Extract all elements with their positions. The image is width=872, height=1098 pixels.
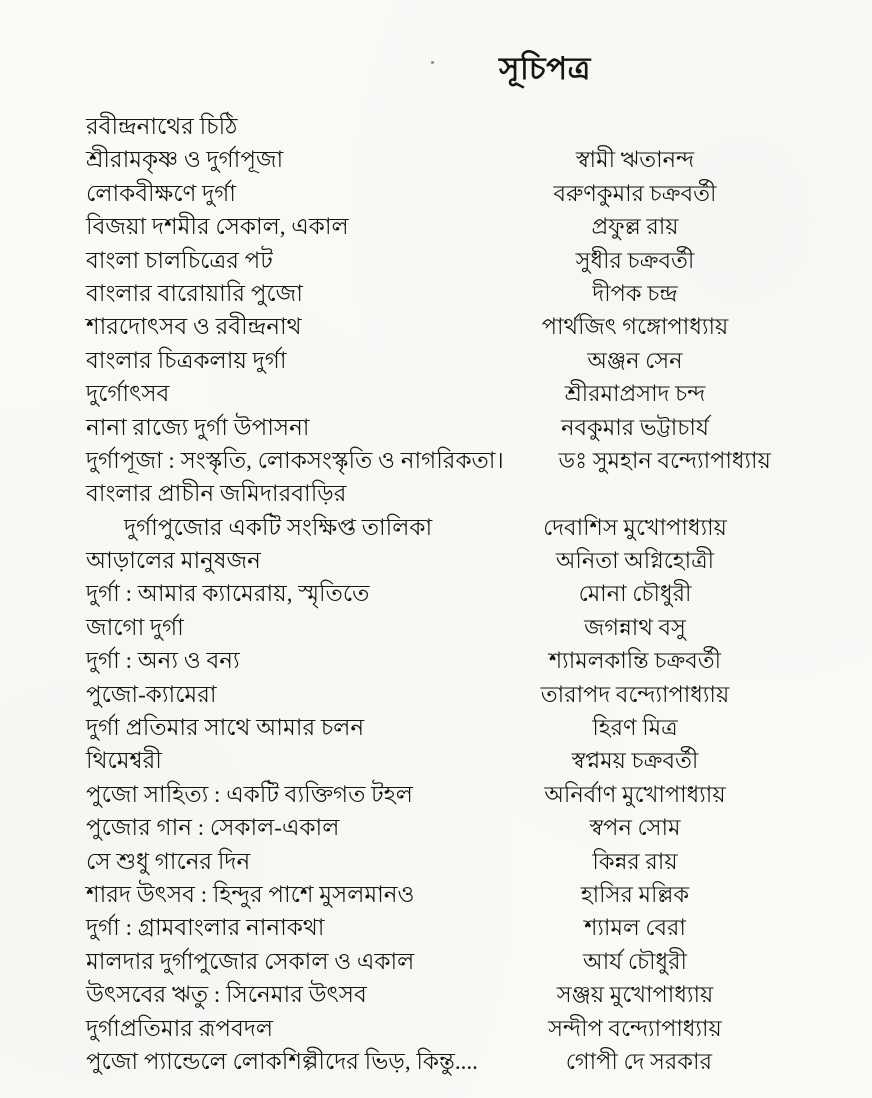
toc-entry-author: হিরণ মিত্র <box>592 715 678 741</box>
toc-entry-title: শারদ উৎসব : হিন্দুর পাশে মুসলমানও <box>86 881 415 907</box>
toc-entry-author: নবকুমার ভট্টাচার্য <box>561 414 709 440</box>
toc-row <box>0 744 872 777</box>
toc-entry-author: সুধীর চক্রবর্তী <box>575 247 695 273</box>
toc-entry-title: শারদোৎসব ও রবীন্দ্রনাথ <box>86 314 302 340</box>
toc-entry-author: আর্য চৌধুরী <box>583 948 687 974</box>
toc-row <box>0 377 872 410</box>
toc-entry-title: দুর্গাপুজোর একটি সংক্ষিপ্ত তালিকা <box>124 514 433 540</box>
toc-entry-title: পুজোর গান : সেকাল-একাল <box>86 815 340 841</box>
toc-entry-title: দুর্গোৎসব <box>86 381 170 407</box>
toc-entry-title: শ্রীরামকৃষ্ণ ও দুর্গাপূজা <box>86 147 284 173</box>
toc-entry-title: পুজো সাহিত্য : একটি ব্যক্তিগত টহল <box>86 781 413 807</box>
toc-entry-author: শ্যামল বেরা <box>584 915 686 941</box>
toc-entry-title: থিমেশ্বরী <box>86 748 162 774</box>
toc-entry-title: আড়ালের মানুষজন <box>86 548 261 574</box>
toc-entry-author: হাসির মল্লিক <box>580 881 690 907</box>
toc-row <box>0 177 872 210</box>
toc-row <box>0 511 872 544</box>
toc-entry-title: লোকবীক্ষণে দুর্গা <box>86 180 236 206</box>
toc-entry-author: শ্রীরমাপ্রসাদ চন্দ <box>564 381 706 407</box>
toc-row <box>0 344 872 377</box>
toc-entry-author: অঞ্জন সেন <box>587 347 683 373</box>
toc-entry-title: রবীন্দ্রনাথের চিঠি <box>86 114 238 139</box>
toc-row <box>0 1045 872 1078</box>
toc-entry-title: সে শুধু গানের দিন <box>86 848 251 874</box>
toc-entry-title: দুর্গা প্রতিমার সাথে আমার চলন <box>86 715 365 741</box>
toc-entry-title: দুর্গা : গ্রামবাংলার নানাকথা <box>86 915 325 941</box>
toc-row <box>0 778 872 811</box>
toc-entry-title: বাংলার বারোয়ারি পুজো <box>86 280 303 306</box>
toc-entry-author: মোনা চৌধুরী <box>578 581 692 607</box>
toc-entry-author: স্বপন সোম <box>589 815 681 841</box>
toc-row <box>0 444 872 477</box>
toc-entry-title: দুর্গাপূজা : সংস্কৃতি, লোকসংস্কৃতি ও নাগরিকতা। <box>86 447 504 473</box>
toc-entry-title: দুর্গা : আমার ক্যামেরায়, স্মৃতিতে <box>86 581 370 607</box>
toc-entry-title: মালদার দুর্গাপুজোর সেকাল ও একাল <box>86 948 415 974</box>
toc-row <box>0 644 872 677</box>
toc-row <box>0 143 872 176</box>
scan-speck <box>431 61 434 64</box>
toc-row <box>0 845 872 878</box>
toc-entry-author: দীপক চন্দ্র <box>592 280 678 306</box>
toc-entry-author: স্বপ্নময় চক্রবর্তী <box>571 748 699 774</box>
toc-entry-author: জগন্নাথ বসু <box>584 614 686 640</box>
toc-entry-title: জাগো দুর্গা <box>86 614 184 640</box>
toc-entry-author: বরুণকুমার চক্রবর্তী <box>553 180 717 206</box>
toc-row <box>0 878 872 911</box>
toc-entry-title: দুর্গা : অন্য ও বন্য <box>86 648 240 674</box>
toc-entry-title: বাংলার প্রাচীন জমিদারবাড়ির <box>86 481 347 507</box>
toc-entry-title: পুজো-ক্যামেরা <box>86 681 217 707</box>
toc-entry-author: কিন্নর রায় <box>592 848 678 874</box>
toc-entry-author: অনির্বাণ মুখোপাধ্যায় <box>544 781 726 807</box>
toc-entry-title: বাংলা চালচিত্রের পট <box>86 247 273 273</box>
toc-entry-author: দেবাশিস মুখোপাধ্যায় <box>543 514 727 540</box>
page-title: সূচিপত্র <box>499 51 591 86</box>
toc-entry-title: নানা রাজ্যে দুর্গা উপাসনা <box>86 414 310 440</box>
toc-row <box>0 911 872 944</box>
toc-entry-title: পুজো প্যান্ডেলে লোকশিল্পীদের ভিড়, কিন্তু.... <box>86 1048 478 1074</box>
toc-row <box>0 544 872 577</box>
toc-row <box>0 611 872 644</box>
toc-entry-author: পার্থজিৎ গঙ্গোপাধ্যায় <box>541 314 729 340</box>
toc-entry-title: দুর্গাপ্রতিমার রূপবদল <box>86 1015 274 1041</box>
toc-row <box>0 978 872 1011</box>
toc-row <box>0 277 872 310</box>
toc-row <box>0 945 872 978</box>
toc-row <box>0 244 872 277</box>
toc-entry-author: ডঃ সুমহান বন্দ্যোপাধ্যায় <box>558 447 771 473</box>
toc-entry-title: বিজয়া দশমীর সেকাল, একাল <box>86 214 349 240</box>
toc-row <box>0 1012 872 1045</box>
toc-row <box>0 678 872 711</box>
toc-row <box>0 811 872 844</box>
toc-entry-author: শ্যামলকান্তি চক্রবর্তী <box>548 648 722 674</box>
toc-entry-title: উৎসবের ঋতু : সিনেমার উৎসব <box>86 982 367 1008</box>
toc-row <box>0 711 872 744</box>
toc-entry-author: সন্দীপ বন্দ্যোপাধ্যায় <box>548 1015 722 1041</box>
toc-entry-author: সঞ্জয় মুখোপাধ্যায় <box>556 982 714 1008</box>
toc-entry-author: প্রফুল্ল রায় <box>591 214 679 240</box>
toc-row <box>0 110 872 143</box>
toc-entry-author: অনিতা অগ্নিহোত্রী <box>555 548 715 574</box>
toc-entry-author: গোপী দে সরকার <box>565 1048 712 1074</box>
toc-row <box>0 210 872 243</box>
toc-row <box>0 310 872 343</box>
table-of-contents <box>0 110 872 1078</box>
toc-row <box>0 411 872 444</box>
toc-row <box>0 577 872 610</box>
toc-entry-author: স্বামী ঋতানন্দ <box>575 147 695 173</box>
toc-entry-author: তারাপদ বন্দ্যোপাধ্যায় <box>540 681 730 707</box>
toc-entry-title: বাংলার চিত্রকলায় দুর্গা <box>86 347 287 373</box>
toc-row <box>0 477 872 510</box>
